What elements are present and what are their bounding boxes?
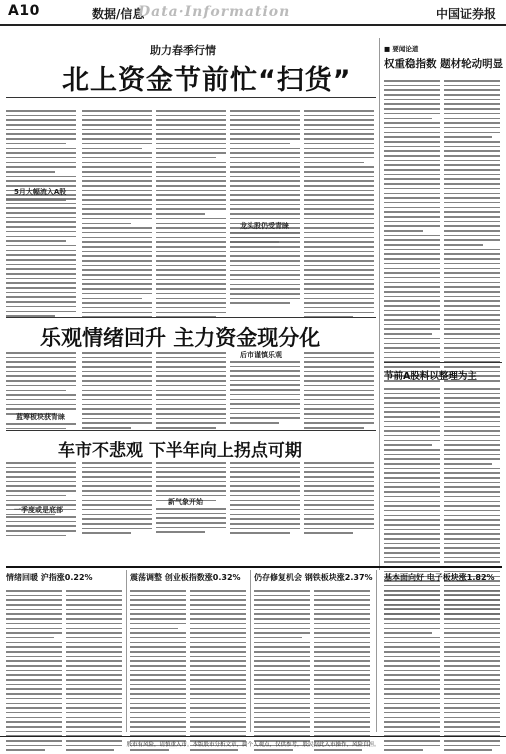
right-column-text-4 — [444, 388, 500, 618]
right-column-headline: 权重稳指数 题材轮动明显 — [384, 58, 504, 70]
bottom-box-2-title: 震荡调整 创业板指数涨0.32% — [130, 573, 241, 582]
risk-disclaimer: 股市有风险，请慎重入市。本版股市分析文章，属个人观点，仅供参考，股民据此入市操作，风险自担。 — [126, 742, 380, 748]
lower-story-subhead-1: 一季度或是底部 — [14, 506, 63, 514]
right-column-text-3 — [384, 388, 440, 618]
bottom-box-1-title: 情绪回暖 沪指涨0.22% — [6, 573, 93, 582]
page-footer — [0, 736, 506, 751]
top-story-subhead-2: 龙头股仍受青睐 — [240, 222, 289, 230]
top-story-kicker: 助力春季行情 — [150, 44, 216, 57]
lower-story-column-2 — [82, 462, 152, 537]
right-column-text-1 — [384, 80, 440, 385]
middle-story-column-5 — [304, 352, 374, 432]
middle-story-column-3 — [156, 352, 226, 432]
top-story-column-5 — [304, 110, 374, 321]
middle-story-headline: 乐观情绪回升 主力资金现分化 — [40, 326, 321, 350]
right-column-section-label: ■ 要闻论道 — [384, 45, 419, 53]
newspaper-masthead: 中国证券报 — [436, 7, 497, 21]
top-story-subhead-1: 5月大幅流入A股 — [14, 188, 67, 196]
right-column-subhead: 节前A股料以整理为主 — [384, 371, 477, 382]
lower-story-column-5 — [304, 462, 374, 537]
section-title-en: Data·Information — [138, 4, 291, 20]
page-number: A10 — [8, 3, 40, 19]
bottom-box-4-title: 基本面向好 电子板块涨1.82% — [384, 573, 495, 582]
top-story-column-2 — [82, 110, 152, 321]
top-story-headline: 北上资金节前忙“扫货” — [62, 65, 352, 96]
lower-story-headline: 车市不悲观 下半年向上拐点可期 — [58, 441, 302, 461]
right-column-text-2 — [444, 80, 500, 385]
top-story-column-3 — [156, 110, 226, 321]
middle-story-column-2 — [82, 352, 152, 432]
lower-story-column-4 — [230, 462, 300, 537]
section-title: 数据/信息 — [92, 7, 145, 21]
middle-story-column-4 — [230, 361, 300, 427]
lower-story-subhead-2: 新气象开始 — [168, 498, 203, 506]
bottom-box-3-title: 仍存修复机会 钢铁板块涨2.37% — [254, 573, 373, 582]
middle-story-subhead-1: 蓝筹板块获青睐 — [16, 413, 65, 421]
middle-story-subhead-2: 后市谨慎乐观 — [240, 351, 282, 359]
middle-story-column-1 — [6, 352, 76, 418]
